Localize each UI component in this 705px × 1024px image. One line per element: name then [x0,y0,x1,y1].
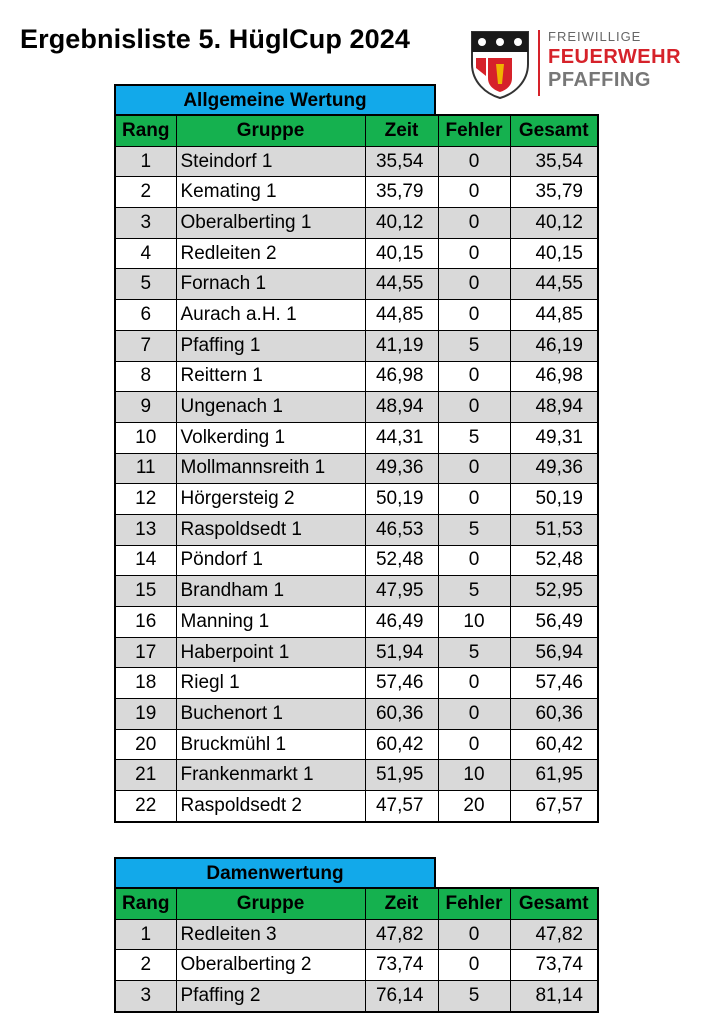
logo-line-1: FREIWILLIGE [548,29,642,44]
ladies-ranking-section [114,857,597,1013]
cell-group: Redleiten 3 [176,919,365,950]
cell-errors: 5 [438,981,510,1012]
cell-time: 44,55 [365,269,438,300]
cell-time: 48,94 [365,392,438,423]
col-group-header: Gruppe [176,115,365,146]
col-rank-header: Rang [115,888,176,919]
cell-rank: 9 [115,392,176,423]
cell-rank: 6 [115,300,176,331]
cell-rank: 13 [115,514,176,545]
ladies-ranking-table [114,887,599,1013]
table-row [115,208,598,239]
cell-time: 40,12 [365,208,438,239]
cell-total: 67,57 [510,791,598,822]
logo-line-3: PFAFFING [548,69,651,91]
table-row [115,269,598,300]
cell-total: 73,74 [510,950,598,981]
cell-group: Reittern 1 [176,361,365,392]
cell-group: Mollmannsreith 1 [176,453,365,484]
cell-rank: 5 [115,269,176,300]
page-title: Ergebnisliste 5. HüglCup 2024 [20,24,411,54]
table-row [115,668,598,699]
cell-time: 60,36 [365,699,438,730]
cell-rank: 18 [115,668,176,699]
cell-rank: 19 [115,699,176,730]
cell-errors: 10 [438,760,510,791]
cell-errors: 10 [438,607,510,638]
table-row [115,146,598,177]
cell-group: Steindorf 1 [176,146,365,177]
cell-errors: 0 [438,238,510,269]
cell-errors: 0 [438,545,510,576]
table-row [115,453,598,484]
col-errors-header: Fehler [438,115,510,146]
cell-errors: 0 [438,177,510,208]
cell-rank: 4 [115,238,176,269]
cell-errors: 0 [438,729,510,760]
cell-group: Pöndorf 1 [176,545,365,576]
cell-time: 44,85 [365,300,438,331]
table-row [115,919,598,950]
cell-errors: 5 [438,422,510,453]
cell-group: Buchenort 1 [176,699,365,730]
cell-group: Riegl 1 [176,668,365,699]
cell-time: 46,98 [365,361,438,392]
cell-total: 56,49 [510,607,598,638]
cell-group: Oberalberting 1 [176,208,365,239]
ladies-ranking-heading: Damenwertung [114,857,436,887]
general-ranking-body [115,146,598,822]
cell-time: 35,79 [365,177,438,208]
cell-time: 60,42 [365,729,438,760]
cell-rank: 21 [115,760,176,791]
table-row [115,238,598,269]
table-row [115,981,598,1012]
cell-time: 35,54 [365,146,438,177]
cell-group: Redleiten 2 [176,238,365,269]
cell-errors: 5 [438,576,510,607]
cell-group: Haberpoint 1 [176,637,365,668]
table-row [115,484,598,515]
cell-time: 50,19 [365,484,438,515]
cell-errors: 0 [438,950,510,981]
cell-errors: 0 [438,699,510,730]
cell-total: 48,94 [510,392,598,423]
cell-group: Brandham 1 [176,576,365,607]
cell-errors: 20 [438,791,510,822]
cell-total: 35,54 [510,146,598,177]
cell-time: 47,57 [365,791,438,822]
table-row [115,177,598,208]
table-row [115,300,598,331]
cell-total: 46,98 [510,361,598,392]
cell-group: Raspoldsedt 2 [176,791,365,822]
cell-errors: 0 [438,361,510,392]
cell-total: 61,95 [510,760,598,791]
cell-rank: 2 [115,177,176,208]
cell-time: 51,94 [365,637,438,668]
cell-total: 44,55 [510,269,598,300]
cell-rank: 2 [115,950,176,981]
table-row [115,760,598,791]
table-row [115,950,598,981]
cell-total: 49,31 [510,422,598,453]
cell-errors: 5 [438,514,510,545]
cell-rank: 11 [115,453,176,484]
cell-rank: 14 [115,545,176,576]
cell-group: Ungenach 1 [176,392,365,423]
ladies-ranking-body [115,919,598,1012]
cell-total: 52,48 [510,545,598,576]
cell-rank: 3 [115,208,176,239]
cell-group: Manning 1 [176,607,365,638]
table-row [115,392,598,423]
col-errors-header: Fehler [438,888,510,919]
cell-rank: 1 [115,146,176,177]
general-ranking-section [114,84,597,823]
cell-total: 44,85 [510,300,598,331]
cell-rank: 20 [115,729,176,760]
cell-rank: 15 [115,576,176,607]
cell-time: 76,14 [365,981,438,1012]
cell-total: 60,36 [510,699,598,730]
cell-errors: 0 [438,208,510,239]
table-row [115,330,598,361]
cell-total: 57,46 [510,668,598,699]
cell-errors: 0 [438,300,510,331]
cell-time: 46,53 [365,514,438,545]
cell-group: Pfaffing 1 [176,330,365,361]
table-header-row [115,888,598,919]
table-row [115,607,598,638]
cell-errors: 0 [438,269,510,300]
cell-errors: 5 [438,330,510,361]
cell-group: Pfaffing 2 [176,981,365,1012]
table-row [115,637,598,668]
cell-total: 60,42 [510,729,598,760]
table-row [115,361,598,392]
cell-group: Bruckmühl 1 [176,729,365,760]
cell-time: 47,95 [365,576,438,607]
cell-group: Fornach 1 [176,269,365,300]
col-rank-header: Rang [115,115,176,146]
cell-time: 57,46 [365,668,438,699]
cell-time: 51,95 [365,760,438,791]
cell-total: 40,15 [510,238,598,269]
cell-total: 81,14 [510,981,598,1012]
cell-group: Oberalberting 2 [176,950,365,981]
col-group-header: Gruppe [176,888,365,919]
cell-errors: 0 [438,668,510,699]
cell-time: 46,49 [365,607,438,638]
cell-total: 40,12 [510,208,598,239]
col-time-header: Zeit [365,115,438,146]
cell-time: 49,36 [365,453,438,484]
cell-total: 51,53 [510,514,598,545]
cell-time: 47,82 [365,919,438,950]
cell-group: Frankenmarkt 1 [176,760,365,791]
cell-rank: 12 [115,484,176,515]
cell-group: Hörgersteig 2 [176,484,365,515]
table-row [115,576,598,607]
table-header-row [115,115,598,146]
cell-errors: 0 [438,484,510,515]
table-row [115,545,598,576]
cell-time: 40,15 [365,238,438,269]
cell-errors: 0 [438,919,510,950]
col-total-header: Gesamt [510,115,598,146]
table-row [115,791,598,822]
cell-errors: 0 [438,453,510,484]
logo-line-2: FEUERWEHR [548,46,682,68]
cell-rank: 7 [115,330,176,361]
cell-total: 50,19 [510,484,598,515]
cell-errors: 5 [438,637,510,668]
table-row [115,729,598,760]
cell-group: Aurach a.H. 1 [176,300,365,331]
cell-group: Kemating 1 [176,177,365,208]
cell-time: 41,19 [365,330,438,361]
cell-errors: 0 [438,146,510,177]
cell-rank: 1 [115,919,176,950]
cell-rank: 16 [115,607,176,638]
cell-total: 46,19 [510,330,598,361]
general-ranking-heading: Allgemeine Wertung [114,84,436,114]
cell-group: Volkerding 1 [176,422,365,453]
table-row [115,699,598,730]
cell-rank: 3 [115,981,176,1012]
cell-time: 44,31 [365,422,438,453]
cell-rank: 8 [115,361,176,392]
col-total-header: Gesamt [510,888,598,919]
table-row [115,422,598,453]
cell-errors: 0 [438,392,510,423]
cell-time: 52,48 [365,545,438,576]
table-row [115,514,598,545]
cell-rank: 10 [115,422,176,453]
cell-total: 49,36 [510,453,598,484]
cell-total: 35,79 [510,177,598,208]
cell-rank: 22 [115,791,176,822]
cell-rank: 17 [115,637,176,668]
cell-group: Raspoldsedt 1 [176,514,365,545]
cell-total: 52,95 [510,576,598,607]
cell-time: 73,74 [365,950,438,981]
cell-total: 47,82 [510,919,598,950]
general-ranking-table [114,114,599,823]
cell-total: 56,94 [510,637,598,668]
col-time-header: Zeit [365,888,438,919]
